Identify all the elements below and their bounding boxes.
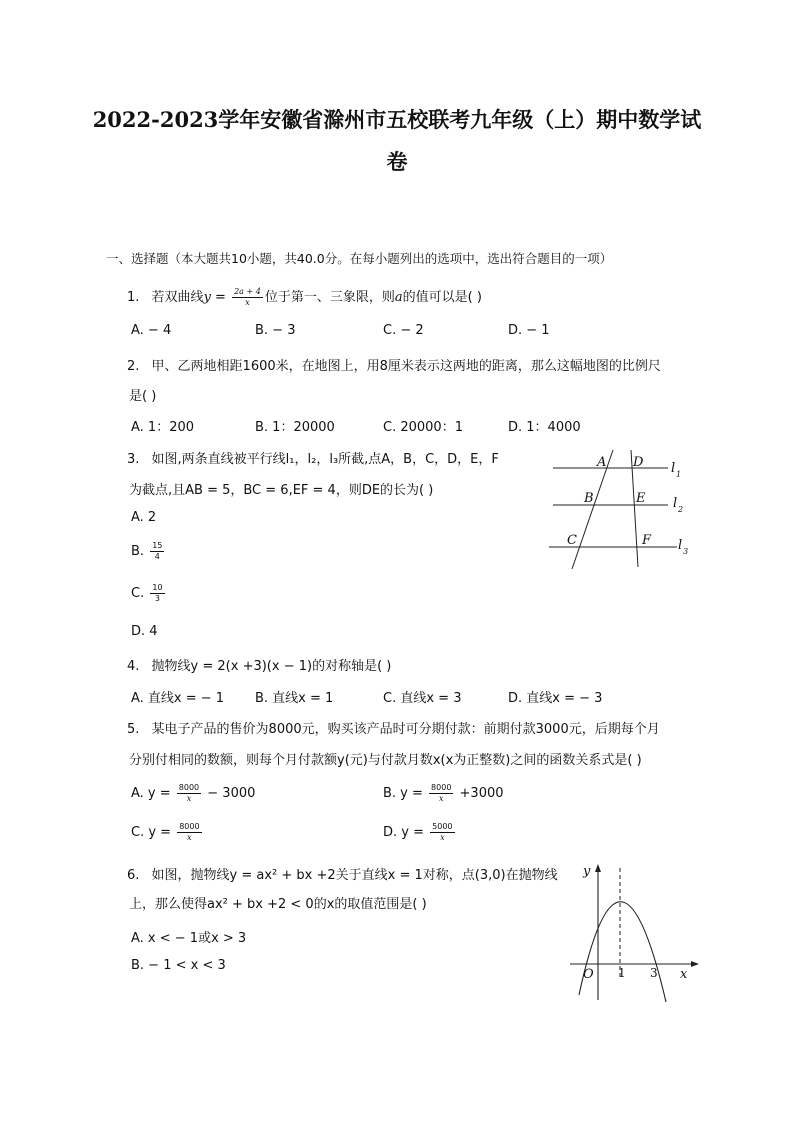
question-5-line1 <box>127 718 660 737</box>
q3-text-line2: 为截点,且AB = 5，BC = 6,EF = 4，则DE的长为( ) <box>129 483 434 498</box>
q4-option-b[interactable]: B. 直线x = 1 <box>255 691 334 706</box>
label-l3-sub: 3 <box>683 547 689 556</box>
q3-option-b-label: B. <box>131 544 145 559</box>
q2-option-c[interactable]: C. 20000：1 <box>383 420 463 435</box>
q1-fraction <box>232 287 263 308</box>
q6-text-line1: 如图，抛物线y = ax² + bx +2关于直线x = 1对称，点(3,0)在抛物线 <box>151 868 558 883</box>
label-l1-sub: 1 <box>676 470 682 479</box>
q2-text-line2: 是( ) <box>129 389 157 404</box>
q5-option-d-num: 5000 <box>432 822 453 831</box>
q3-option-c-num: 10 <box>152 583 163 592</box>
q5-text-line2: 分别付相同的数额，则每个月付款额y(元)与付款月数x(x为正整数)之间的函数关系式是( ) <box>129 753 642 768</box>
label-l2: l <box>673 496 678 511</box>
q5-option-c-num: 8000 <box>179 822 200 831</box>
q5-option-b-den: x <box>438 794 444 803</box>
q4-option-a[interactable]: A. 直线x = − 1 <box>131 691 225 706</box>
q3-number: 3. <box>127 452 140 467</box>
y-axis-arrow <box>595 864 601 872</box>
q3-option-c-fraction <box>150 583 164 604</box>
q1-option-c[interactable]: C. − 2 <box>383 323 424 338</box>
q3-option-c-label: C. <box>131 586 145 601</box>
q5-option-b-num: 8000 <box>431 783 452 792</box>
q3-option-b[interactable] <box>131 541 166 562</box>
q4-text: 抛物线y = 2(x +3)(x − 1)的对称轴是( ) <box>151 659 392 674</box>
label-l3: l <box>678 538 683 553</box>
q4-number: 4. <box>127 659 140 674</box>
label-B: B <box>584 491 594 506</box>
q5-number: 5. <box>127 722 140 737</box>
q5-option-b-tail: +3000 <box>455 786 504 801</box>
question-1 <box>127 286 482 308</box>
q5-text-line1: 某电子产品的售价为8000元，购买该产品时可分期付款：前期付款3000元，后期每个月 <box>151 722 660 737</box>
q5-option-d-fraction <box>430 822 454 843</box>
q3-option-c[interactable] <box>131 583 167 604</box>
q1-y: y <box>203 290 211 305</box>
label-l1: l <box>671 461 676 476</box>
q1-number: 1. <box>127 290 140 305</box>
q5-option-a-den: x <box>186 794 192 803</box>
q5-option-c-fraction <box>177 822 201 843</box>
q5-option-c-den: x <box>187 833 192 842</box>
q6-option-a[interactable]: A. x < − 1或x > 3 <box>131 931 247 946</box>
q5-option-a-tail: − 3000 <box>203 786 256 801</box>
label-tick-1: 1 <box>618 966 626 980</box>
question-6-line1 <box>127 864 558 883</box>
q3-text-line1: 如图,两条直线被平行线l₁，l₂，l₃所截,点A，B，C，D，E，F <box>151 452 499 467</box>
q2-option-d[interactable]: D. 1：4000 <box>508 420 581 435</box>
label-l2-sub: 2 <box>678 505 684 514</box>
question-4 <box>127 655 391 674</box>
q3-option-b-fraction <box>150 541 164 562</box>
label-E: E <box>636 491 646 506</box>
q3-option-a[interactable]: A. 2 <box>131 510 157 525</box>
q4-option-c[interactable]: C. 直线x = 3 <box>383 691 462 706</box>
label-F: F <box>642 533 652 548</box>
q1-text-pre: 若双曲线 <box>151 290 204 305</box>
page-title-line1: 2022-2023学年安徽省滁州市五校联考九年级（上）期中数学试 <box>92 107 702 132</box>
q6-number: 6. <box>127 868 140 883</box>
q5-option-b-fraction <box>429 783 453 804</box>
q1-frac-den: x <box>245 298 250 307</box>
q2-option-b[interactable]: B. 1：20000 <box>255 420 335 435</box>
q5-option-a-num: 8000 <box>178 783 200 792</box>
q1-frac-num: 2a + 4 <box>234 287 261 296</box>
q5-option-a-label: A. y = <box>131 786 175 801</box>
q2-option-a[interactable]: A. 1：200 <box>131 420 195 435</box>
label-C: C <box>567 533 577 548</box>
q5-option-b[interactable] <box>383 783 504 804</box>
label-y: y <box>583 864 591 879</box>
q3-option-b-num: 15 <box>152 541 163 550</box>
q3-option-d[interactable]: D. 4 <box>131 624 158 639</box>
q6-text-line2: 上，那么使得ax² + bx +2 < 0的x的取值范围是( ) <box>129 897 427 912</box>
q5-option-a[interactable] <box>131 783 255 804</box>
question-2-line1 <box>127 355 661 374</box>
label-tick-3: 3 <box>650 966 658 980</box>
q2-text-line1: 甲、乙两地相距1600米，在地图上，用8厘米表示这两地的距离，那么这幅地图的比例尺 <box>151 359 661 374</box>
q5-option-d-label: D. y = <box>383 825 429 840</box>
q6-option-b[interactable]: B. − 1 < x < 3 <box>131 958 226 973</box>
section-header: 一、选择题（本大题共10小题，共40.0分。在每小题列出的选项中，选出符合题目的一项） <box>106 251 613 266</box>
label-x: x <box>680 967 688 982</box>
label-origin: O <box>583 967 594 982</box>
parabola-figure <box>565 860 705 1005</box>
q5-option-c[interactable] <box>131 822 204 843</box>
q5-option-b-label: B. y = <box>383 786 428 801</box>
parabola-curve <box>579 902 666 1002</box>
label-D: D <box>633 455 644 470</box>
q2-number: 2. <box>127 359 140 374</box>
q5-option-d-den: x <box>440 833 445 842</box>
q4-option-d[interactable]: D. 直线x = − 3 <box>508 691 603 706</box>
q1-text-post2: 的值可以是( ) <box>402 290 482 305</box>
q1-option-b[interactable]: B. − 3 <box>255 323 296 338</box>
q1-eq: = <box>210 290 231 305</box>
q3-option-b-den: 4 <box>154 552 160 561</box>
question-3-line1 <box>127 448 499 467</box>
q5-option-c-label: C. y = <box>131 825 176 840</box>
page-title-line2: 卷 <box>386 149 408 174</box>
q5-option-a-fraction <box>177 783 201 804</box>
q5-option-d[interactable] <box>383 822 457 843</box>
q1-a: a <box>394 290 403 305</box>
parallel-lines-figure <box>545 445 705 575</box>
q1-text-post: 位于第一、三象限，则 <box>264 290 395 305</box>
label-A: A <box>597 455 607 470</box>
x-axis-arrow <box>691 961 699 967</box>
q1-option-d[interactable]: D. − 1 <box>508 323 550 338</box>
q1-option-a[interactable]: A. − 4 <box>131 323 172 338</box>
q3-option-c-den: 3 <box>154 594 160 603</box>
